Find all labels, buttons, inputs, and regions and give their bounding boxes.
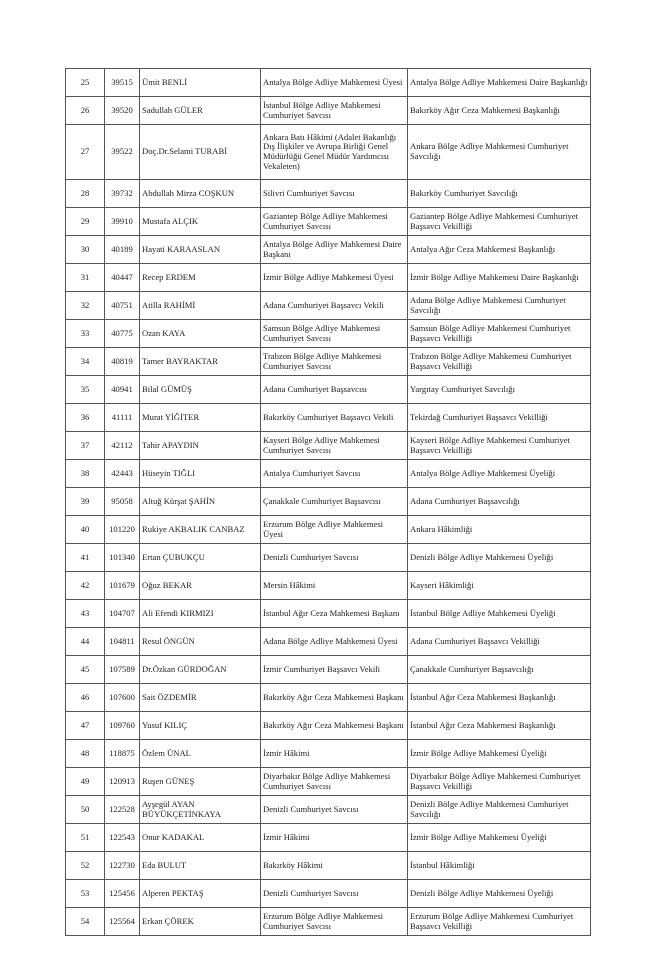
table-row bbox=[66, 544, 591, 572]
table-row bbox=[66, 208, 591, 236]
row-number-cell: 43 bbox=[66, 600, 105, 628]
row-number-cell: 36 bbox=[66, 404, 105, 432]
current-position-cell: Denizli Cumhuriyet Savcısı bbox=[261, 880, 408, 908]
name-cell: Dr.Özkan GÜRDOĞAN bbox=[140, 656, 261, 684]
current-position-cell: Ankara Batı Hâkimi (Adalet Bakanlığı Dış İlişkiler ve Avrupa Birliği Genel Müdürlüğü Genel Müdür Yardımcısı Vekaleten) bbox=[261, 125, 408, 180]
current-position-cell: Denizli Cumhuriyet Savcısı bbox=[261, 796, 408, 824]
new-position-cell: Adana Cumhuriyet Başsavcı Vekilliği bbox=[408, 628, 591, 656]
current-position-cell: Samsun Bölge Adliye Mahkemesi Cumhuriyet Savcısı bbox=[261, 320, 408, 348]
current-position-cell: Antalya Cumhuriyet Savcısı bbox=[261, 460, 408, 488]
table-row bbox=[66, 768, 591, 796]
appointment-list-page bbox=[65, 68, 591, 936]
row-number-cell: 30 bbox=[66, 236, 105, 264]
current-position-cell: Erzurum Bölge Adliye Mahkemesi Cumhuriyet Savcısı bbox=[261, 908, 408, 936]
name-cell: Abdullah Mirza COŞKUN bbox=[140, 180, 261, 208]
registry-number-cell: 41111 bbox=[105, 404, 140, 432]
row-number-cell: 33 bbox=[66, 320, 105, 348]
row-number-cell: 40 bbox=[66, 516, 105, 544]
current-position-cell: Adana Cumhuriyet Başsavcı Vekili bbox=[261, 292, 408, 320]
new-position-cell: Adana Bölge Adliye Mahkemesi Cumhuriyet Savcılığı bbox=[408, 292, 591, 320]
new-position-cell: Ankara Bölge Adliye Mahkemesi Cumhuriyet Savcılığı bbox=[408, 125, 591, 180]
name-cell: Ozan KAYA bbox=[140, 320, 261, 348]
row-number-cell: 38 bbox=[66, 460, 105, 488]
new-position-cell: İzmir Bölge Adliye Mahkemesi Daire Başkanlığı bbox=[408, 264, 591, 292]
new-position-cell: İstanbul Ağır Ceza Mahkemesi Başkanlığı bbox=[408, 684, 591, 712]
row-number-cell: 46 bbox=[66, 684, 105, 712]
name-cell: Doç.Dr.Selami TURABİ bbox=[140, 125, 261, 180]
current-position-cell: Adana Bölge Adliye Mahkemesi Üyesi bbox=[261, 628, 408, 656]
table-row bbox=[66, 796, 591, 824]
name-cell: Bilal GÜMÜŞ bbox=[140, 376, 261, 404]
current-position-cell: Silivri Cumhuriyet Savcısı bbox=[261, 180, 408, 208]
registry-number-cell: 122543 bbox=[105, 824, 140, 852]
row-number-cell: 32 bbox=[66, 292, 105, 320]
new-position-cell: Yargıtay Cumhuriyet Savcılığı bbox=[408, 376, 591, 404]
name-cell: Oğuz BEKAR bbox=[140, 572, 261, 600]
table-row bbox=[66, 348, 591, 376]
new-position-cell: Kayseri Hâkimliği bbox=[408, 572, 591, 600]
row-number-cell: 54 bbox=[66, 908, 105, 936]
table-row bbox=[66, 236, 591, 264]
name-cell: Hayati KARAASLAN bbox=[140, 236, 261, 264]
row-number-cell: 44 bbox=[66, 628, 105, 656]
row-number-cell: 28 bbox=[66, 180, 105, 208]
row-number-cell: 47 bbox=[66, 712, 105, 740]
registry-number-cell: 40751 bbox=[105, 292, 140, 320]
new-position-cell: Bakırköy Ağır Ceza Mahkemesi Başkanlığı bbox=[408, 97, 591, 125]
row-number-cell: 45 bbox=[66, 656, 105, 684]
registry-number-cell: 125564 bbox=[105, 908, 140, 936]
row-number-cell: 34 bbox=[66, 348, 105, 376]
row-number-cell: 51 bbox=[66, 824, 105, 852]
name-cell: Ertan ÇUBUKÇU bbox=[140, 544, 261, 572]
current-position-cell: İzmir Hâkimi bbox=[261, 824, 408, 852]
new-position-cell: Adana Cumhuriyet Başsavcılığı bbox=[408, 488, 591, 516]
registry-number-cell: 104811 bbox=[105, 628, 140, 656]
current-position-cell: Gaziantep Bölge Adliye Mahkemesi Cumhuriyet Savcısı bbox=[261, 208, 408, 236]
current-position-cell: Bakırköy Hâkimi bbox=[261, 852, 408, 880]
registry-number-cell: 39515 bbox=[105, 69, 140, 97]
row-number-cell: 49 bbox=[66, 768, 105, 796]
registry-number-cell: 40189 bbox=[105, 236, 140, 264]
table-row bbox=[66, 656, 591, 684]
table-row bbox=[66, 292, 591, 320]
new-position-cell: Erzurum Bölge Adliye Mahkemesi Cumhuriyet Başsavcı Vekilliği bbox=[408, 908, 591, 936]
table-row bbox=[66, 320, 591, 348]
registry-number-cell: 42443 bbox=[105, 460, 140, 488]
table-row bbox=[66, 572, 591, 600]
table-row bbox=[66, 264, 591, 292]
registry-number-cell: 40775 bbox=[105, 320, 140, 348]
registry-number-cell: 122528 bbox=[105, 796, 140, 824]
registry-number-cell: 101220 bbox=[105, 516, 140, 544]
new-position-cell: İstanbul Bölge Adliye Mahkemesi Üyeliği bbox=[408, 600, 591, 628]
registry-number-cell: 118875 bbox=[105, 740, 140, 768]
current-position-cell: Çanakkale Cumhuriyet Başsavcısı bbox=[261, 488, 408, 516]
row-number-cell: 31 bbox=[66, 264, 105, 292]
current-position-cell: Erzurum Bölge Adliye Mahkemesi Üyesi bbox=[261, 516, 408, 544]
row-number-cell: 37 bbox=[66, 432, 105, 460]
table-row bbox=[66, 628, 591, 656]
name-cell: Özlem ÜNAL bbox=[140, 740, 261, 768]
name-cell: Yusuf KILIÇ bbox=[140, 712, 261, 740]
row-number-cell: 35 bbox=[66, 376, 105, 404]
name-cell: Atilla RAHİMİ bbox=[140, 292, 261, 320]
name-cell: Ruşen GÜNEŞ bbox=[140, 768, 261, 796]
table-row bbox=[66, 488, 591, 516]
name-cell: Ayşegül AYAN BÜYÜKÇETİNKAYA bbox=[140, 796, 261, 824]
row-number-cell: 25 bbox=[66, 69, 105, 97]
name-cell: Altuğ Kürşat ŞAHİN bbox=[140, 488, 261, 516]
current-position-cell: Denizli Cumhuriyet Savcısı bbox=[261, 544, 408, 572]
row-number-cell: 27 bbox=[66, 125, 105, 180]
name-cell: Onur KADAKAL bbox=[140, 824, 261, 852]
new-position-cell: İstanbul Hâkimliği bbox=[408, 852, 591, 880]
row-number-cell: 26 bbox=[66, 97, 105, 125]
table-row bbox=[66, 600, 591, 628]
row-number-cell: 52 bbox=[66, 852, 105, 880]
current-position-cell: Diyarbakır Bölge Adliye Mahkemesi Cumhuriyet Savcısı bbox=[261, 768, 408, 796]
registry-number-cell: 122730 bbox=[105, 852, 140, 880]
registry-number-cell: 39520 bbox=[105, 97, 140, 125]
current-position-cell: Mersin Hâkimi bbox=[261, 572, 408, 600]
new-position-cell: Çanakkale Cumhuriyet Başsavcılığı bbox=[408, 656, 591, 684]
row-number-cell: 29 bbox=[66, 208, 105, 236]
name-cell: Tahir APAYDIN bbox=[140, 432, 261, 460]
table-row bbox=[66, 516, 591, 544]
registry-number-cell: 107589 bbox=[105, 656, 140, 684]
current-position-cell: İstanbul Bölge Adliye Mahkemesi Cumhuriyet Savcısı bbox=[261, 97, 408, 125]
registry-number-cell: 107600 bbox=[105, 684, 140, 712]
row-number-cell: 48 bbox=[66, 740, 105, 768]
current-position-cell: Bakırköy Ağır Ceza Mahkemesi Başkanı bbox=[261, 712, 408, 740]
current-position-cell: Kayseri Bölge Adliye Mahkemesi Cumhuriyet Savcısı bbox=[261, 432, 408, 460]
new-position-cell: Kayseri Bölge Adliye Mahkemesi Cumhuriyet Başsavcı Vekilliği bbox=[408, 432, 591, 460]
table-row bbox=[66, 824, 591, 852]
name-cell: Alperen PEKTAŞ bbox=[140, 880, 261, 908]
name-cell: Tamer BAYRAKTAR bbox=[140, 348, 261, 376]
table-row bbox=[66, 740, 591, 768]
new-position-cell: Gaziantep Bölge Adliye Mahkemesi Cumhuriyet Başsavcı Vekilliği bbox=[408, 208, 591, 236]
table-row bbox=[66, 180, 591, 208]
new-position-cell: Antalya Bölge Adliye Mahkemesi Daire Başkanlığı bbox=[408, 69, 591, 97]
table-row bbox=[66, 97, 591, 125]
name-cell: Resul ÖNGÜN bbox=[140, 628, 261, 656]
name-cell: Recep ERDEM bbox=[140, 264, 261, 292]
registry-number-cell: 39522 bbox=[105, 125, 140, 180]
new-position-cell: Antalya Bölge Adliye Mahkemesi Üyeliği bbox=[408, 460, 591, 488]
registry-number-cell: 104707 bbox=[105, 600, 140, 628]
name-cell: Ali Efendi KIRMIZI bbox=[140, 600, 261, 628]
table-row bbox=[66, 712, 591, 740]
current-position-cell: Trabzon Bölge Adliye Mahkemesi Cumhuriyet Savcısı bbox=[261, 348, 408, 376]
registry-number-cell: 42112 bbox=[105, 432, 140, 460]
current-position-cell: İzmir Cumhuriyet Başsavcı Vekili bbox=[261, 656, 408, 684]
new-position-cell: İstanbul Ağır Ceza Mahkemesi Başkanlığı bbox=[408, 712, 591, 740]
table-row bbox=[66, 880, 591, 908]
registry-number-cell: 109760 bbox=[105, 712, 140, 740]
table-row bbox=[66, 852, 591, 880]
table-row bbox=[66, 404, 591, 432]
row-number-cell: 50 bbox=[66, 796, 105, 824]
registry-number-cell: 125456 bbox=[105, 880, 140, 908]
appointment-table bbox=[65, 68, 591, 936]
new-position-cell: Tekirdağ Cumhuriyet Başsavcı Vekilliği bbox=[408, 404, 591, 432]
table-row bbox=[66, 684, 591, 712]
new-position-cell: Bakırköy Cumhuriyet Savcılığı bbox=[408, 180, 591, 208]
new-position-cell: Antalya Ağır Ceza Mahkemesi Başkanlığı bbox=[408, 236, 591, 264]
current-position-cell: Adana Cumhuriyet Başsavcısı bbox=[261, 376, 408, 404]
row-number-cell: 41 bbox=[66, 544, 105, 572]
row-number-cell: 39 bbox=[66, 488, 105, 516]
name-cell: Hüseyin TIĞLI bbox=[140, 460, 261, 488]
new-position-cell: Trabzon Bölge Adliye Mahkemesi Cumhuriyet Başsavcı Vekilliği bbox=[408, 348, 591, 376]
registry-number-cell: 120913 bbox=[105, 768, 140, 796]
row-number-cell: 42 bbox=[66, 572, 105, 600]
new-position-cell: İzmir Bölge Adliye Mahkemesi Üyeliği bbox=[408, 824, 591, 852]
name-cell: Ümit BENLİ bbox=[140, 69, 261, 97]
table-row bbox=[66, 69, 591, 97]
name-cell: Eda BULUT bbox=[140, 852, 261, 880]
new-position-cell: Ankara Hâkimliği bbox=[408, 516, 591, 544]
name-cell: Rukiye AKBALIK CANBAZ bbox=[140, 516, 261, 544]
current-position-cell: İzmir Bölge Adliye Mahkemesi Üyesi bbox=[261, 264, 408, 292]
registry-number-cell: 101679 bbox=[105, 572, 140, 600]
name-cell: Mustafa ALÇIK bbox=[140, 208, 261, 236]
row-number-cell: 53 bbox=[66, 880, 105, 908]
registry-number-cell: 95058 bbox=[105, 488, 140, 516]
new-position-cell: Denizli Bölge Adliye Mahkemesi Üyeliği bbox=[408, 544, 591, 572]
table-row bbox=[66, 125, 591, 180]
registry-number-cell: 101340 bbox=[105, 544, 140, 572]
current-position-cell: Bakırköy Cumhuriyet Başsavcı Vekili bbox=[261, 404, 408, 432]
registry-number-cell: 39910 bbox=[105, 208, 140, 236]
registry-number-cell: 39732 bbox=[105, 180, 140, 208]
current-position-cell: İstanbul Ağır Ceza Mahkemesi Başkanı bbox=[261, 600, 408, 628]
registry-number-cell: 40447 bbox=[105, 264, 140, 292]
new-position-cell: Samsun Bölge Adliye Mahkemesi Cumhuriyet Başsavcı Vekilliği bbox=[408, 320, 591, 348]
registry-number-cell: 40819 bbox=[105, 348, 140, 376]
current-position-cell: Antalya Bölge Adliye Mahkemesi Daire Başkanı bbox=[261, 236, 408, 264]
registry-number-cell: 40941 bbox=[105, 376, 140, 404]
table-row bbox=[66, 432, 591, 460]
new-position-cell: Diyarbakır Bölge Adliye Mahkemesi Cumhuriyet Başsavcı Vekilliği bbox=[408, 768, 591, 796]
name-cell: Sadullah GÜLER bbox=[140, 97, 261, 125]
current-position-cell: Bakırköy Ağır Ceza Mahkemesi Başkanı bbox=[261, 684, 408, 712]
name-cell: Sait ÖZDEMİR bbox=[140, 684, 261, 712]
name-cell: Murat YİĞİTER bbox=[140, 404, 261, 432]
table-row bbox=[66, 908, 591, 936]
table-row bbox=[66, 460, 591, 488]
new-position-cell: Denizli Bölge Adliye Mahkemesi Cumhuriyet Savcılığı bbox=[408, 796, 591, 824]
current-position-cell: Antalya Bölge Adliye Mahkemesi Üyesi bbox=[261, 69, 408, 97]
new-position-cell: Denizli Bölge Adliye Mahkemesi Üyeliği bbox=[408, 880, 591, 908]
current-position-cell: İzmir Hâkimi bbox=[261, 740, 408, 768]
table-row bbox=[66, 376, 591, 404]
new-position-cell: İzmir Bölge Adliye Mahkemesi Üyeliği bbox=[408, 740, 591, 768]
name-cell: Erkan ÇÖREK bbox=[140, 908, 261, 936]
